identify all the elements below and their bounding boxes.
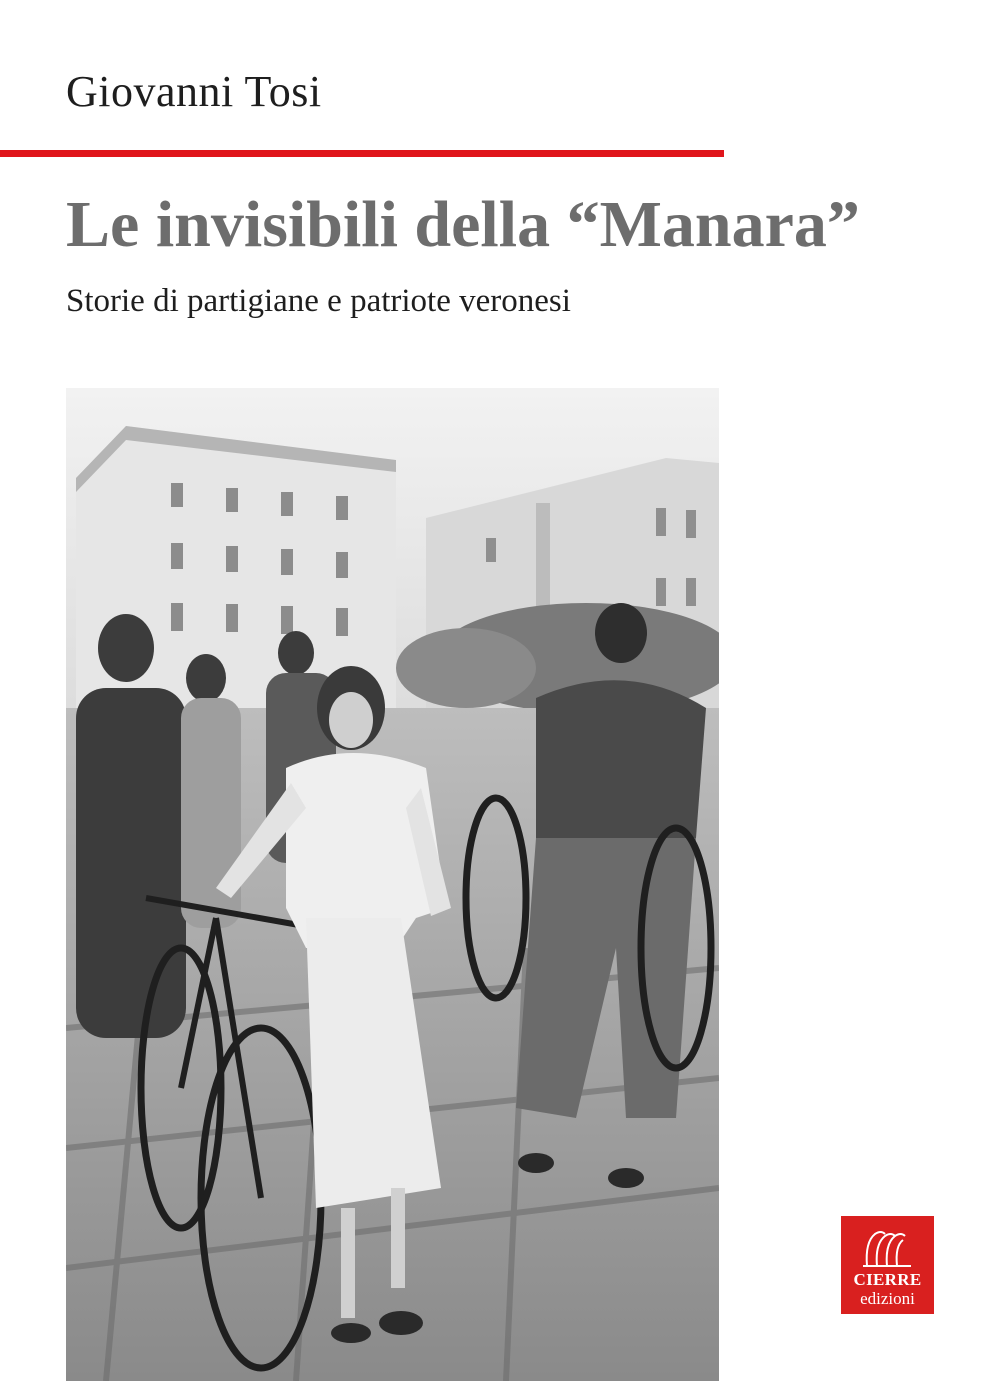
book-subtitle: Storie di partigiane e patriote veronesi (66, 283, 571, 319)
cover-photo (66, 388, 719, 1381)
publisher-imprint: edizioni (860, 1289, 915, 1308)
author-name: Giovanni Tosi (66, 67, 322, 116)
publisher-emblem-icon (841, 1222, 934, 1272)
red-divider (0, 150, 724, 157)
book-title: Le invisibili della “Manara” (66, 188, 860, 261)
publisher-name: CIERRE (853, 1270, 922, 1289)
publisher-logo (841, 1216, 934, 1314)
